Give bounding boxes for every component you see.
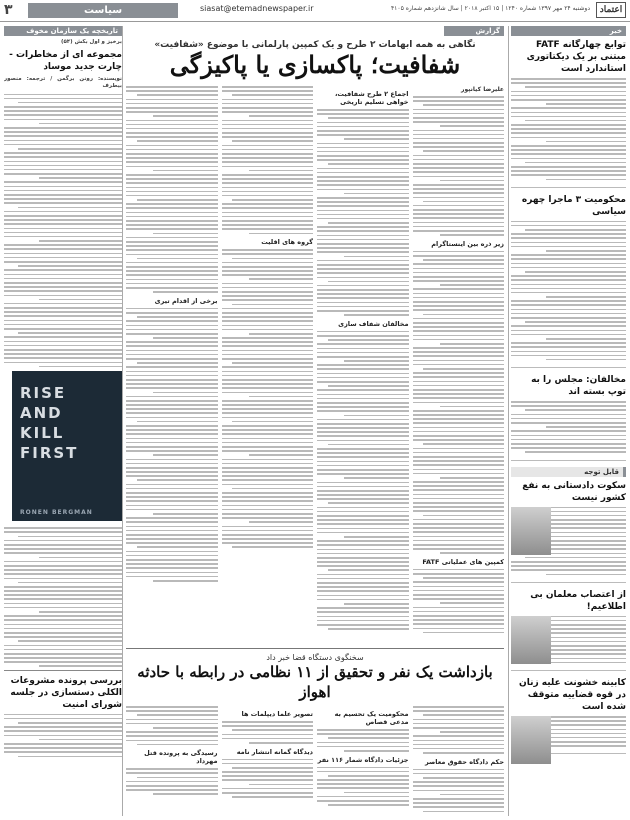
dateline: دوشنبه ۲۴ مهر ۱۳۹۷ شماره ۱۲۴۰ | ۱۵ اکتبر ۲۰۱۸ | سال شانزدهم شماره ۴۱۰۵ — [390, 5, 590, 12]
news-headline[interactable]: مخالفان: مجلس را به توپ بسته اند — [531, 375, 626, 398]
news-headline[interactable]: کابینه خشونت علیه زنان در قوه قضاییه متوقف شده است — [519, 677, 626, 712]
news-item — [511, 677, 626, 755]
portrait-photo — [511, 616, 551, 664]
text-column — [317, 86, 409, 646]
section-subhead: گروه های اقلیت — [261, 238, 313, 247]
serial-body — [4, 94, 122, 368]
text-column — [222, 86, 314, 646]
section-email[interactable]: siasat@etemadnewspaper.ir — [200, 4, 314, 13]
news-headline[interactable]: بررسی پرونده مشروعات الکلی دستسازی در جلسه شورای امنیت — [10, 675, 122, 710]
text-column — [413, 86, 505, 646]
bottom-headline[interactable]: بازداشت یک نفر و تحقیق از ۱۱ نظامی در رابطه با حادثه اهواز — [137, 663, 493, 701]
section-subhead: دیدگاه گمانه انتشار نامه — [236, 747, 313, 756]
main-story — [126, 26, 504, 646]
text-column — [126, 706, 218, 820]
section-subhead: محکومیت یک تحسیم به مدعی قصاص — [334, 710, 409, 726]
section-label: سیاست — [28, 3, 178, 18]
author-byline: علیرضا کیانپور — [461, 86, 504, 93]
serial-author: نویسنده: رونن برگمن / ترجمه: منصور بیطرف — [4, 75, 122, 89]
column-divider — [508, 26, 509, 816]
news-tag: قابل توجه — [511, 467, 626, 477]
section-subhead: مخالفان شفاف سازی — [338, 319, 409, 328]
bottom-story — [126, 648, 504, 816]
serial-meta: برخیز و اول بکش (۵۴) — [60, 39, 122, 45]
text-column — [317, 706, 409, 820]
news-item — [511, 374, 626, 460]
right-news-column — [511, 26, 626, 816]
section-subhead: برخی از اقدام تیری — [154, 296, 218, 305]
news-tag: خبر — [511, 26, 626, 36]
text-column — [413, 706, 505, 820]
newspaper-logo: اعتماد — [596, 2, 626, 18]
column-divider — [122, 26, 123, 816]
book-cover-title: RISE AND KILL FIRST — [20, 384, 79, 463]
bottom-kicker: سخنگوی دستگاه قضا خبر داد — [266, 653, 364, 662]
news-item — [511, 480, 626, 583]
portrait-photo — [511, 507, 551, 555]
news-body — [511, 401, 626, 453]
book-cover-author: RONEN BERGMAN — [20, 509, 93, 517]
news-item — [511, 39, 626, 188]
news-body — [511, 221, 626, 361]
text-column — [222, 706, 314, 820]
bottom-body-columns — [126, 706, 504, 820]
page-number: ۳ — [4, 2, 13, 18]
section-subhead: رسیدگی به پرونده قتل مهرداد — [144, 749, 218, 766]
news-headline[interactable]: از اعتصاب معلمان بی اطلاعیم! — [530, 589, 626, 612]
left-serial-column — [4, 26, 122, 816]
portrait-photo — [511, 716, 551, 764]
section-subhead: اجماع ۲ طرح شفافیت، خواهی تسلیم تاریخی — [334, 90, 409, 106]
serial-tag: تاریخچه یک سازمان مخوف — [4, 26, 122, 36]
main-headline[interactable]: شفافیت؛ پاکسازی یا پاکیزگی — [169, 50, 461, 79]
news-headline[interactable]: سکوت دادستانی به نفع کشور نیست — [522, 480, 626, 503]
section-subhead: زیر ذره بین اینستاگرام — [431, 239, 504, 248]
report-tag: گزارش — [444, 26, 504, 36]
news-headline[interactable]: محکومیت ۳ ماجرا چهره سیاسی — [521, 194, 626, 217]
serial-body — [4, 527, 122, 667]
section-subhead: حکم دادگاه حقوق معاصر — [424, 757, 504, 766]
masthead — [0, 0, 630, 22]
news-item — [511, 194, 626, 368]
main-kicker: نگاهی به همه ابهامات ۲ طرح و یک کمپین پارلمانی با موضوع «شفافیت» — [154, 40, 476, 50]
section-subhead: جزئیات دادگاه شمار ۱۱۶ نفر — [317, 755, 409, 764]
section-subhead: کمپین های عملیاتی FATF — [422, 557, 504, 566]
news-item — [511, 589, 626, 671]
main-body-columns — [126, 86, 504, 646]
news-item — [4, 670, 122, 764]
text-column — [126, 86, 218, 646]
news-body — [511, 78, 626, 180]
news-headline[interactable]: توابع چهارگانه FATF مبتنی بر یک دیکتاتوری استاندارد است — [526, 40, 626, 74]
news-body — [4, 714, 122, 757]
book-cover-image — [12, 371, 122, 521]
section-subhead: تصویر علما دیپلمات ها — [241, 710, 313, 718]
serial-headline[interactable]: مجموعه ای از مخاطرات - چارت جدید موساد — [9, 49, 122, 72]
